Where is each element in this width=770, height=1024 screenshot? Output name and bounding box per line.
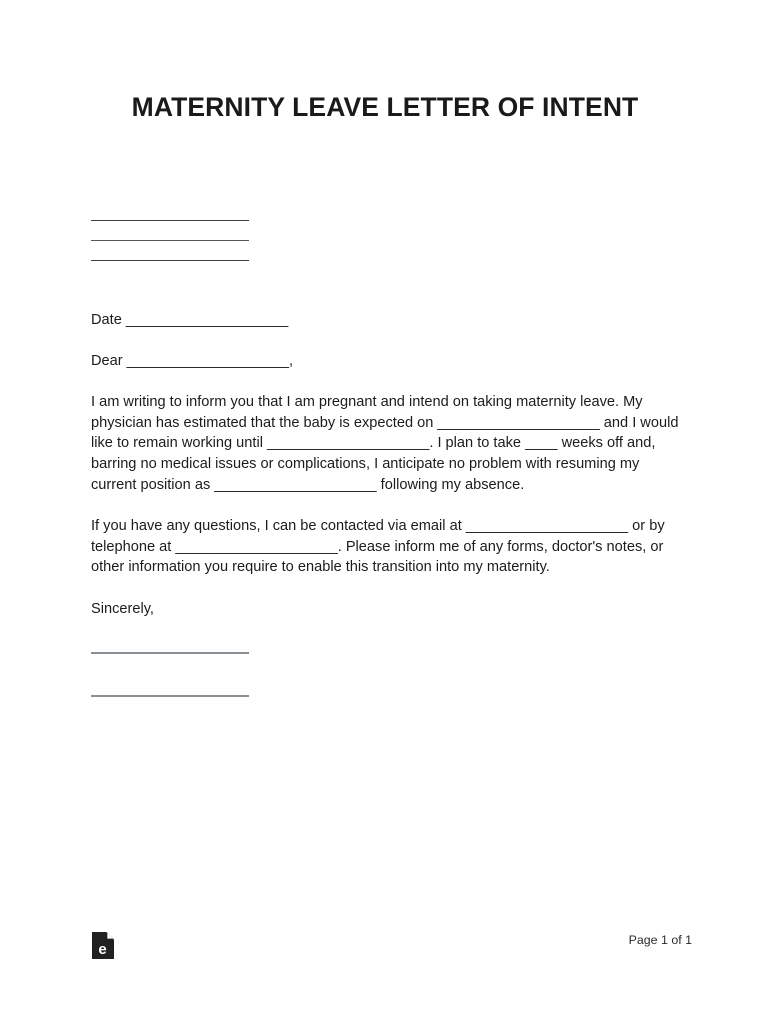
page-title: MATERNITY LEAVE LETTER OF INTENT [131,92,639,122]
eforms-logo-icon [92,932,114,959]
spacer-after-date [91,331,683,351]
spacer-before-closing [91,578,683,599]
signature-block [91,652,249,738]
date-field-line[interactable]: Date ____________________ [91,312,289,328]
signature-line-2[interactable] [91,695,249,697]
body-paragraph-2: If you have any questions, I can be contacted via email at ____________________ or by telephone at ____________________. Please inform me of any forms, doctor's notes, or other information you require to enable this transition into my maternity. [91,518,665,576]
signature-line-1[interactable] [91,652,249,654]
address-block [91,220,251,280]
spacer-after-salutation [91,371,683,392]
address-line-1[interactable] [91,220,249,221]
closing-salutation: Sincerely, [91,600,154,617]
salutation-field-line[interactable]: Dear ____________________, [91,352,294,369]
spacer-between-paragraphs [91,495,683,516]
svg-text:e: e [98,941,107,958]
letter-body [91,310,683,620]
body-paragraph-1: I am writing to inform you that I am pregnant and intend on taking maternity leave. My physician has estimated that the baby is expected on ____________________ and I would like to remain working until ____________________. I plan to take ____ weeks off and, barring no medical issues or complications, I anticipate no problem with resuming my current position as ____________________ following my absence. [91,394,679,493]
page-number-label: Page 1 of 1 [628,933,692,947]
address-line-2[interactable] [91,240,249,241]
address-line-3[interactable] [91,260,249,261]
